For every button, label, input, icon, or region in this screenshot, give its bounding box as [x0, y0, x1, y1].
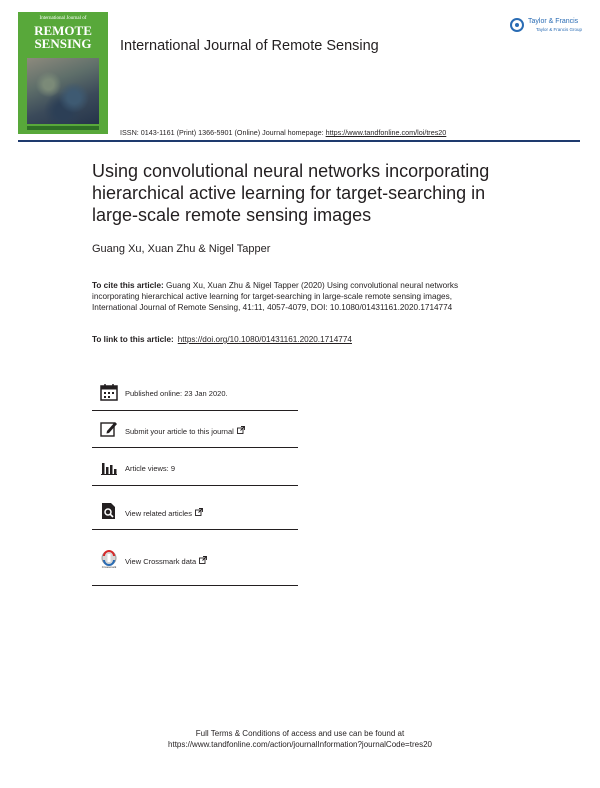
article-views-label: Article views: 9 — [125, 464, 176, 473]
published-online-row — [92, 375, 298, 411]
publisher-logo — [510, 16, 582, 38]
footer-terms-link[interactable]: https://www.tandfonline.com/action/journalInformation?journalCode=tres20 — [168, 740, 432, 749]
row-divider — [92, 485, 298, 486]
issn-line — [120, 128, 446, 137]
footer-terms-text: Full Terms & Conditions of access and use can be found at — [195, 729, 405, 738]
submit-article-row[interactable] — [92, 412, 298, 448]
external-link-icon — [199, 556, 207, 564]
article-views-row — [92, 450, 298, 486]
article-title: Using convolutional neural networks incorporating hierarchical active learning for target-searching in large-scale remote sensing images — [92, 161, 490, 225]
journal-cover-image[interactable] — [18, 12, 108, 134]
cite-text: Guang Xu, Xuan Zhu & Nigel Tapper (2020) Using convolutional neural networks incorporating hierarchical active learning for target-searching in large-scale remote sensing images, International Journal of Remote Sensing, 41:11, 4057-4079, DOI: 10.1080/01431161.2020.1714774 — [92, 281, 459, 312]
cover-satellite-image — [27, 58, 99, 124]
related-articles-link[interactable]: View related articles — [125, 508, 203, 518]
cover-title-line1: REMOTE — [34, 23, 92, 38]
crossmark-row[interactable] — [92, 542, 298, 578]
publisher-group-name: Taylor & Francis Group — [536, 27, 583, 32]
search-document-icon — [100, 502, 118, 520]
row-divider — [92, 585, 298, 586]
publisher-logo-icon — [510, 18, 524, 32]
row-divider — [92, 529, 298, 530]
article-authors: Guang Xu, Xuan Zhu & Nigel Tapper — [92, 243, 271, 255]
cover-top-line: International Journal of — [39, 16, 87, 21]
cover-title-line2: SENSING — [34, 36, 92, 51]
header-divider — [18, 140, 580, 142]
external-link-icon — [195, 508, 203, 516]
cover-footer-strip — [27, 126, 99, 130]
submit-article-link[interactable]: Submit your article to this journal — [125, 426, 245, 436]
crossmark-link[interactable]: View Crossmark data — [125, 556, 207, 566]
cite-label: To cite this article: — [92, 281, 164, 290]
footer-terms — [0, 728, 600, 750]
row-divider — [92, 410, 298, 411]
row-divider — [92, 447, 298, 448]
crossmark-icon — [100, 550, 118, 568]
article-link-line — [92, 335, 352, 344]
published-online-label: Published online: 23 Jan 2020. — [125, 389, 228, 398]
svg-text:Crossmark: Crossmark — [101, 564, 117, 568]
article-doi-link[interactable]: https://doi.org/10.1080/01431161.2020.1714774 — [177, 335, 352, 344]
bar-chart-icon — [100, 458, 118, 476]
issn-text: ISSN: 0143-1161 (Print) 1366-5901 (Online) Journal homepage: — [120, 128, 326, 137]
journal-title: International Journal of Remote Sensing — [120, 38, 379, 54]
external-link-icon — [237, 426, 245, 434]
journal-homepage-link[interactable]: https://www.tandfonline.com/loi/tres20 — [325, 128, 447, 137]
publisher-name: Taylor & Francis — [528, 18, 579, 25]
citation-block — [92, 280, 492, 313]
calendar-icon — [100, 383, 118, 401]
related-articles-row[interactable] — [92, 494, 298, 530]
link-label: To link to this article: — [92, 335, 174, 344]
edit-icon — [100, 420, 118, 438]
